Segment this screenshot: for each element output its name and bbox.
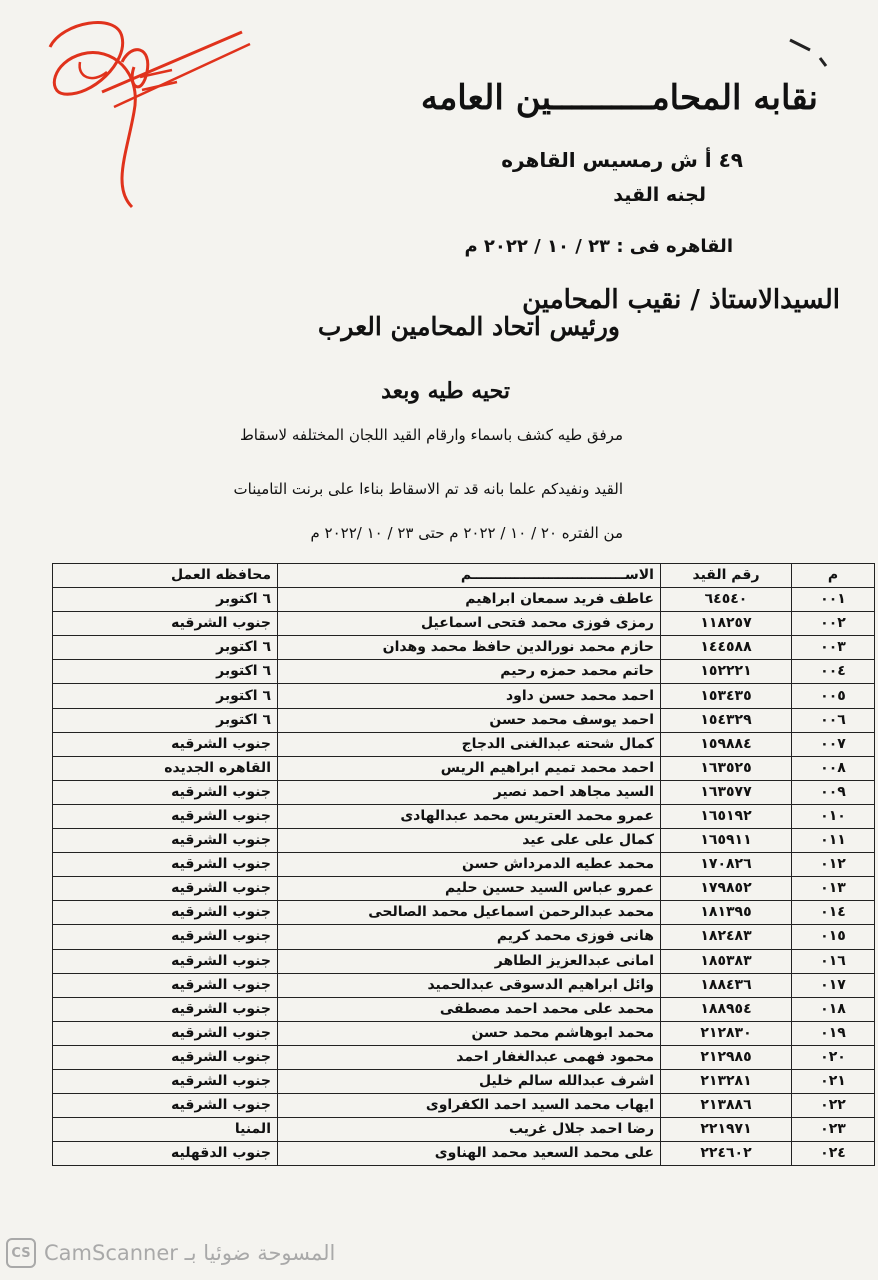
table-row bbox=[53, 1021, 875, 1045]
table-row bbox=[53, 588, 875, 612]
table-body bbox=[53, 588, 875, 1166]
cell-name: عاطف فريد سمعان ابراهيم bbox=[278, 588, 661, 612]
cell-governorate: ٦ اكتوبر bbox=[53, 684, 278, 708]
cell-governorate: جنوب الشرقيه bbox=[53, 1021, 278, 1045]
table-row bbox=[53, 1118, 875, 1142]
cell-name: عمرو محمد العتريس محمد عبدالهادى bbox=[278, 804, 661, 828]
cell-m: ٠١٠ bbox=[792, 804, 875, 828]
cell-m: ٠٠٧ bbox=[792, 732, 875, 756]
cell-reg-no: ١٥٤٣٢٩ bbox=[661, 708, 792, 732]
cell-reg-no: ١٨٥٣٨٣ bbox=[661, 949, 792, 973]
cell-m: ٠٢٣ bbox=[792, 1118, 875, 1142]
cell-governorate: جنوب الشرقيه bbox=[53, 804, 278, 828]
cell-governorate: ٦ اكتوبر bbox=[53, 636, 278, 660]
cell-reg-no: ٢٢٤٦٠٢ bbox=[661, 1142, 792, 1166]
table-row bbox=[53, 732, 875, 756]
cell-governorate: جنوب الشرقيه bbox=[53, 901, 278, 925]
cell-reg-no: ٦٤٥٤٠ bbox=[661, 588, 792, 612]
table-row bbox=[53, 1069, 875, 1093]
cell-m: ٠٠٥ bbox=[792, 684, 875, 708]
cell-name: محمد ابوهاشم محمد حسن bbox=[278, 1021, 661, 1045]
cell-governorate: جنوب الشرقيه bbox=[53, 877, 278, 901]
table-row bbox=[53, 708, 875, 732]
table-row bbox=[53, 877, 875, 901]
table-row bbox=[53, 949, 875, 973]
cell-governorate: جنوب الشرقيه bbox=[53, 612, 278, 636]
table-row bbox=[53, 636, 875, 660]
cell-reg-no: ١٨٨٩٥٤ bbox=[661, 997, 792, 1021]
cell-governorate: ٦ اكتوبر bbox=[53, 588, 278, 612]
table-row bbox=[53, 780, 875, 804]
letter-date: القاهره فى : ٢٣ / ١٠ / ٢٠٢٢ م bbox=[464, 236, 733, 257]
cell-m: ٠٠٤ bbox=[792, 660, 875, 684]
header-m: م bbox=[792, 564, 875, 588]
cell-governorate: جنوب الدقهليه bbox=[53, 1142, 278, 1166]
committee-name: لجنه القيد bbox=[613, 184, 706, 206]
cell-governorate: جنوب الشرقيه bbox=[53, 1045, 278, 1069]
cell-reg-no: ٢١٣٨٨٦ bbox=[661, 1094, 792, 1118]
table-row bbox=[53, 1045, 875, 1069]
cell-reg-no: ١٦٣٥٧٧ bbox=[661, 780, 792, 804]
cell-reg-no: ١٥٣٤٣٥ bbox=[661, 684, 792, 708]
cell-m: ٠٢١ bbox=[792, 1069, 875, 1093]
cell-m: ٠١٢ bbox=[792, 853, 875, 877]
table-row bbox=[53, 997, 875, 1021]
cell-name: محمد عبدالرحمن اسماعيل محمد الصالحى bbox=[278, 901, 661, 925]
cell-governorate: المنيا bbox=[53, 1118, 278, 1142]
cell-name: هانى فوزى محمد كريم bbox=[278, 925, 661, 949]
table-row bbox=[53, 829, 875, 853]
cell-name: احمد يوسف محمد حسن bbox=[278, 708, 661, 732]
cell-reg-no: ١٧٠٨٢٦ bbox=[661, 853, 792, 877]
cell-name: اشرف عبدالله سالم خليل bbox=[278, 1069, 661, 1093]
cell-name: ايهاب محمد السيد احمد الكفراوى bbox=[278, 1094, 661, 1118]
addressee-line-1: السيدالاستاذ / نقيب المحامين bbox=[522, 285, 840, 315]
cell-reg-no: ١٥٢٢٢١ bbox=[661, 660, 792, 684]
table-row bbox=[53, 973, 875, 997]
table-header-row bbox=[53, 564, 875, 588]
cell-m: ٠١٨ bbox=[792, 997, 875, 1021]
cell-m: ٠٠٨ bbox=[792, 756, 875, 780]
cell-reg-no: ١٦٣٥٢٥ bbox=[661, 756, 792, 780]
cell-name: على محمد السعيد محمد الهناوى bbox=[278, 1142, 661, 1166]
signature-stamp bbox=[22, 2, 252, 212]
cell-name: السيد مجاهد احمد نصير bbox=[278, 780, 661, 804]
cell-name: محمد عطيه الدمرداش حسن bbox=[278, 853, 661, 877]
org-address: ٤٩ أ ش رمسيس القاهره bbox=[501, 148, 743, 172]
cell-governorate: جنوب الشرقيه bbox=[53, 732, 278, 756]
cell-name: كمال شحته عبدالغنى الدجاج bbox=[278, 732, 661, 756]
cell-m: ٠١١ bbox=[792, 829, 875, 853]
cell-m: ٠٢٠ bbox=[792, 1045, 875, 1069]
header-name: الاســــــــــــــــــــــــــــــــم bbox=[278, 564, 661, 588]
cell-governorate: القاهره الجديده bbox=[53, 756, 278, 780]
cell-reg-no: ٢١٣٢٨١ bbox=[661, 1069, 792, 1093]
cell-governorate: جنوب الشرقيه bbox=[53, 853, 278, 877]
cell-m: ٠١٦ bbox=[792, 949, 875, 973]
cell-name: احمد محمد تميم ابراهيم الريس bbox=[278, 756, 661, 780]
cell-reg-no: ٢١٢٩٨٥ bbox=[661, 1045, 792, 1069]
cell-m: ٠١٣ bbox=[792, 877, 875, 901]
table-row bbox=[53, 612, 875, 636]
cell-name: رضا احمد جلال غريب bbox=[278, 1118, 661, 1142]
org-name-heading: نقابه المحامــــــــــين العامه bbox=[420, 78, 818, 118]
cell-reg-no: ١٨٢٤٨٣ bbox=[661, 925, 792, 949]
cell-name: احمد محمد حسن داود bbox=[278, 684, 661, 708]
cell-reg-no: ٢٢١٩٧١ bbox=[661, 1118, 792, 1142]
cell-reg-no: ١٨١٣٩٥ bbox=[661, 901, 792, 925]
cell-reg-no: ١٦٥٩١١ bbox=[661, 829, 792, 853]
cell-name: حاتم محمد حمزه رحيم bbox=[278, 660, 661, 684]
body-line-3: من الفتره ٢٠ / ١٠ / ٢٠٢٢ م حتى ٢٣ / ١٠ /٢٠٢٢ م bbox=[310, 524, 623, 542]
cell-reg-no: ١٤٤٥٨٨ bbox=[661, 636, 792, 660]
cell-name: عمرو عباس السيد حسين حليم bbox=[278, 877, 661, 901]
cell-name: وائل ابراهيم الدسوقى عبدالحميد bbox=[278, 973, 661, 997]
cell-m: ٠١٩ bbox=[792, 1021, 875, 1045]
cell-m: ٠٠٢ bbox=[792, 612, 875, 636]
cell-m: ٠١٤ bbox=[792, 901, 875, 925]
cell-governorate: ٦ اكتوبر bbox=[53, 708, 278, 732]
camscanner-logo-icon: CS bbox=[6, 1238, 36, 1268]
removal-list-table bbox=[52, 563, 875, 1166]
cell-reg-no: ١١٨٢٥٧ bbox=[661, 612, 792, 636]
cell-reg-no: ١٥٩٨٨٤ bbox=[661, 732, 792, 756]
cell-governorate: جنوب الشرقيه bbox=[53, 1069, 278, 1093]
cell-name: حازم محمد نورالدين حافظ محمد وهدان bbox=[278, 636, 661, 660]
table-row bbox=[53, 901, 875, 925]
cell-name: كمال على على عيد bbox=[278, 829, 661, 853]
cell-governorate: ٦ اكتوبر bbox=[53, 660, 278, 684]
cell-m: ٠١٧ bbox=[792, 973, 875, 997]
table-row bbox=[53, 1094, 875, 1118]
cell-name: محمود فهمى عبدالغفار احمد bbox=[278, 1045, 661, 1069]
cell-m: ٠٠٩ bbox=[792, 780, 875, 804]
body-line-2: القيد ونفيدكم علما بانه قد تم الاسقاط بناءا على برنت التامينات bbox=[233, 480, 623, 498]
table-row bbox=[53, 684, 875, 708]
header-reg-no: رقم القيد bbox=[661, 564, 792, 588]
cell-governorate: جنوب الشرقيه bbox=[53, 925, 278, 949]
corner-marks bbox=[782, 32, 842, 72]
cell-m: ٠١٥ bbox=[792, 925, 875, 949]
cell-governorate: جنوب الشرقيه bbox=[53, 780, 278, 804]
table-row bbox=[53, 853, 875, 877]
camscanner-watermark bbox=[6, 1236, 335, 1270]
table-row bbox=[53, 1142, 875, 1166]
table-row bbox=[53, 804, 875, 828]
table-row bbox=[53, 756, 875, 780]
body-line-1: مرفق طيه كشف باسماء وارقام القيد اللجان المختلفه لاسقاط bbox=[239, 426, 623, 444]
cell-governorate: جنوب الشرقيه bbox=[53, 1094, 278, 1118]
cell-m: ٠٠١ bbox=[792, 588, 875, 612]
cell-m: ٠٠٦ bbox=[792, 708, 875, 732]
cell-name: محمد على محمد احمد مصطفى bbox=[278, 997, 661, 1021]
camscanner-text: المسوحة ضوئيا بـ CamScanner bbox=[44, 1241, 336, 1265]
cell-name: رمزى فوزى محمد فتحى اسماعيل bbox=[278, 612, 661, 636]
cell-name: امانى عبدالعزيز الطاهر bbox=[278, 949, 661, 973]
cell-governorate: جنوب الشرقيه bbox=[53, 973, 278, 997]
cell-governorate: جنوب الشرقيه bbox=[53, 997, 278, 1021]
cell-reg-no: ١٨٨٤٣٦ bbox=[661, 973, 792, 997]
cell-governorate: جنوب الشرقيه bbox=[53, 949, 278, 973]
cell-reg-no: ١٦٥١٩٢ bbox=[661, 804, 792, 828]
greeting: تحيه طيه وبعد bbox=[381, 378, 510, 404]
cell-m: ٠٢٢ bbox=[792, 1094, 875, 1118]
cell-m: ٠٠٣ bbox=[792, 636, 875, 660]
cell-reg-no: ٢١٢٨٣٠ bbox=[661, 1021, 792, 1045]
cell-governorate: جنوب الشرقيه bbox=[53, 829, 278, 853]
table-row bbox=[53, 925, 875, 949]
cell-reg-no: ١٧٩٨٥٢ bbox=[661, 877, 792, 901]
addressee-line-2: ورئيس اتحاد المحامين العرب bbox=[317, 312, 620, 341]
table-row bbox=[53, 660, 875, 684]
cell-m: ٠٢٤ bbox=[792, 1142, 875, 1166]
header-governorate: محافظه العمل bbox=[53, 564, 278, 588]
